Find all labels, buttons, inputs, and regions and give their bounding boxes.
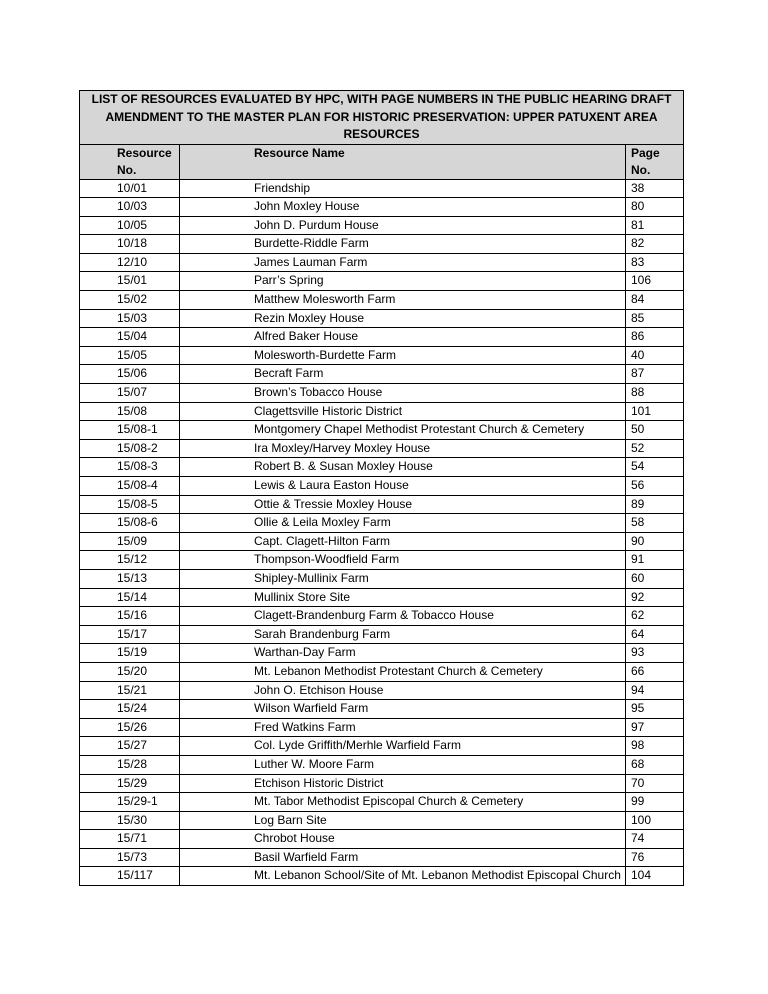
table-row [80, 793, 684, 812]
page-no-cell: 86 [626, 328, 684, 347]
resource-no-cell: 15/16 [80, 607, 180, 626]
resource-name-cell: Montgomery Chapel Methodist Protestant Church & Cemetery [180, 421, 626, 440]
page-no-cell: 60 [626, 569, 684, 588]
page-no-cell: 76 [626, 848, 684, 867]
page-no-cell: 40 [626, 346, 684, 365]
table-row [80, 346, 684, 365]
table-row [80, 253, 684, 272]
resource-name-cell: Ottie & Tressie Moxley House [180, 495, 626, 514]
page-no-cell: 90 [626, 532, 684, 551]
page-no-cell: 88 [626, 384, 684, 403]
table-row [80, 514, 684, 533]
resource-name-cell: Capt. Clagett-Hilton Farm [180, 532, 626, 551]
table-row [80, 421, 684, 440]
resource-name-cell: Fred Watkins Farm [180, 718, 626, 737]
resource-no-cell: 10/01 [80, 179, 180, 198]
resource-no-cell: 15/71 [80, 830, 180, 849]
resource-no-cell: 15/20 [80, 662, 180, 681]
resource-no-cell: 15/26 [80, 718, 180, 737]
table-row [80, 439, 684, 458]
resource-name-cell: Burdette-Riddle Farm [180, 235, 626, 254]
table-row [80, 644, 684, 663]
resource-name-cell: Becraft Farm [180, 365, 626, 384]
resource-no-cell: 15/08-4 [80, 477, 180, 496]
page-no-cell: 38 [626, 179, 684, 198]
resource-no-cell: 15/28 [80, 755, 180, 774]
resource-no-cell: 15/09 [80, 532, 180, 551]
resource-no-cell: 15/08-3 [80, 458, 180, 477]
resource-no-cell: 15/08-1 [80, 421, 180, 440]
resource-no-cell: 15/08-2 [80, 439, 180, 458]
resource-name-cell: Sarah Brandenburg Farm [180, 625, 626, 644]
resource-no-cell: 15/06 [80, 365, 180, 384]
resource-name-cell: Robert B. & Susan Moxley House [180, 458, 626, 477]
resource-no-cell: 15/21 [80, 681, 180, 700]
table-row [80, 607, 684, 626]
table-row [80, 532, 684, 551]
page-no-cell: 100 [626, 811, 684, 830]
header-resource-name: Resource Name [180, 144, 626, 179]
resource-name-cell: John Moxley House [180, 198, 626, 217]
page-no-cell: 85 [626, 309, 684, 328]
resource-no-cell: 15/08-6 [80, 514, 180, 533]
resource-name-cell: Parr’s Spring [180, 272, 626, 291]
resource-no-cell: 15/29-1 [80, 793, 180, 812]
page-no-cell: 82 [626, 235, 684, 254]
page-no-cell: 84 [626, 291, 684, 310]
resource-name-cell: Mullinix Store Site [180, 588, 626, 607]
page-no-cell: 94 [626, 681, 684, 700]
table-row [80, 291, 684, 310]
page-no-cell: 87 [626, 365, 684, 384]
page-no-cell: 83 [626, 253, 684, 272]
resource-no-cell: 15/13 [80, 569, 180, 588]
table-row [80, 272, 684, 291]
table-row [80, 848, 684, 867]
table-row [80, 737, 684, 756]
resource-name-cell: Chrobot House [180, 830, 626, 849]
resource-name-cell: John O. Etchison House [180, 681, 626, 700]
table-row [80, 235, 684, 254]
table-row [80, 681, 684, 700]
resource-no-cell: 15/04 [80, 328, 180, 347]
table-title: LIST OF RESOURCES EVALUATED BY HPC, WITH PAGE NUMBERS IN THE PUBLIC HEARING DRAFT AMENDMENT TO THE MASTER PLAN FOR HISTORIC PRESERVATION: UPPER PATUXENT AREA RESOURCES [80, 91, 684, 145]
table-row [80, 179, 684, 198]
resource-no-cell: 15/03 [80, 309, 180, 328]
table-row [80, 830, 684, 849]
resource-no-cell: 15/14 [80, 588, 180, 607]
resource-name-cell: Molesworth-Burdette Farm [180, 346, 626, 365]
resource-name-cell: Lewis & Laura Easton House [180, 477, 626, 496]
page-no-cell: 70 [626, 774, 684, 793]
table-row [80, 718, 684, 737]
resource-name-cell: Ira Moxley/Harvey Moxley House [180, 439, 626, 458]
resource-name-cell: Col. Lyde Griffith/Merhle Warfield Farm [180, 737, 626, 756]
header-resource-no [80, 144, 180, 179]
resource-name-cell: Ollie & Leila Moxley Farm [180, 514, 626, 533]
resource-no-cell: 15/01 [80, 272, 180, 291]
resource-name-cell: Thompson-Woodfield Farm [180, 551, 626, 570]
page-no-cell: 50 [626, 421, 684, 440]
page-no-cell: 56 [626, 477, 684, 496]
page-no-cell: 97 [626, 718, 684, 737]
page-no-cell: 64 [626, 625, 684, 644]
resource-no-cell: 15/08-5 [80, 495, 180, 514]
resource-name-cell: Wilson Warfield Farm [180, 700, 626, 719]
resources-table [79, 90, 684, 886]
resource-name-cell: Log Barn Site [180, 811, 626, 830]
resource-no-cell: 15/27 [80, 737, 180, 756]
resource-no-cell: 10/18 [80, 235, 180, 254]
resource-name-cell: James Lauman Farm [180, 253, 626, 272]
table-row [80, 755, 684, 774]
resource-no-cell: 15/117 [80, 867, 180, 886]
resource-no-cell: 15/19 [80, 644, 180, 663]
table-row [80, 700, 684, 719]
resource-name-cell: Friendship [180, 179, 626, 198]
table-row [80, 365, 684, 384]
page-no-cell: 98 [626, 737, 684, 756]
resource-no-cell: 15/12 [80, 551, 180, 570]
resource-name-cell: Brown’s Tobacco House [180, 384, 626, 403]
resource-name-cell: Clagett-Brandenburg Farm & Tobacco House [180, 607, 626, 626]
resource-name-cell: Shipley-Mullinix Farm [180, 569, 626, 588]
resource-name-cell: John D. Purdum House [180, 216, 626, 235]
resource-no-cell: 15/02 [80, 291, 180, 310]
resource-no-cell: 15/73 [80, 848, 180, 867]
resource-name-cell: Warthan-Day Farm [180, 644, 626, 663]
page-no-cell: 91 [626, 551, 684, 570]
resources-table-body [80, 91, 684, 886]
table-header-row [80, 144, 684, 179]
page-no-cell: 95 [626, 700, 684, 719]
page-no-cell: 104 [626, 867, 684, 886]
table-row [80, 384, 684, 403]
resource-name-cell: Etchison Historic District [180, 774, 626, 793]
table-row [80, 402, 684, 421]
page-no-cell: 81 [626, 216, 684, 235]
resource-no-cell: 15/07 [80, 384, 180, 403]
page-no-cell: 80 [626, 198, 684, 217]
resource-name-cell: Mt. Lebanon School/Site of Mt. Lebanon Methodist Episcopal Church [180, 867, 626, 886]
resource-no-cell: 15/29 [80, 774, 180, 793]
resource-no-cell: 15/17 [80, 625, 180, 644]
table-row [80, 458, 684, 477]
page-no-cell: 92 [626, 588, 684, 607]
page-no-cell: 62 [626, 607, 684, 626]
resource-no-cell: 15/30 [80, 811, 180, 830]
table-row [80, 625, 684, 644]
resource-no-cell: 15/08 [80, 402, 180, 421]
table-row [80, 867, 684, 886]
resource-name-cell: Mt. Tabor Methodist Episcopal Church & Cemetery [180, 793, 626, 812]
table-row [80, 551, 684, 570]
resource-name-cell: Luther W. Moore Farm [180, 755, 626, 774]
resource-no-cell: 10/05 [80, 216, 180, 235]
resource-name-cell: Mt. Lebanon Methodist Protestant Church & Cemetery [180, 662, 626, 681]
page-no-cell: 74 [626, 830, 684, 849]
header-resource-no-label: Resource No. [117, 145, 172, 177]
table-row [80, 662, 684, 681]
table-row [80, 328, 684, 347]
resource-no-cell: 10/03 [80, 198, 180, 217]
page-no-cell: 99 [626, 793, 684, 812]
page-no-cell: 106 [626, 272, 684, 291]
resource-no-cell: 15/05 [80, 346, 180, 365]
resource-name-cell: Rezin Moxley House [180, 309, 626, 328]
page-no-cell: 52 [626, 439, 684, 458]
table-row [80, 588, 684, 607]
table-title-row [80, 91, 684, 145]
resource-name-cell: Basil Warfield Farm [180, 848, 626, 867]
page-no-cell: 93 [626, 644, 684, 663]
header-page-no [626, 144, 684, 179]
header-page-no-label: Page No. [631, 145, 660, 177]
table-row [80, 774, 684, 793]
resource-name-cell: Alfred Baker House [180, 328, 626, 347]
resource-no-cell: 12/10 [80, 253, 180, 272]
table-row [80, 495, 684, 514]
page-no-cell: 54 [626, 458, 684, 477]
resource-name-cell: Matthew Molesworth Farm [180, 291, 626, 310]
table-row [80, 811, 684, 830]
page-no-cell: 58 [626, 514, 684, 533]
page-no-cell: 66 [626, 662, 684, 681]
table-row [80, 198, 684, 217]
table-row [80, 477, 684, 496]
resource-no-cell: 15/24 [80, 700, 180, 719]
table-row [80, 569, 684, 588]
resource-name-cell: Clagettsville Historic District [180, 402, 626, 421]
table-row [80, 216, 684, 235]
page-no-cell: 68 [626, 755, 684, 774]
table-row [80, 309, 684, 328]
page-no-cell: 89 [626, 495, 684, 514]
page-no-cell: 101 [626, 402, 684, 421]
